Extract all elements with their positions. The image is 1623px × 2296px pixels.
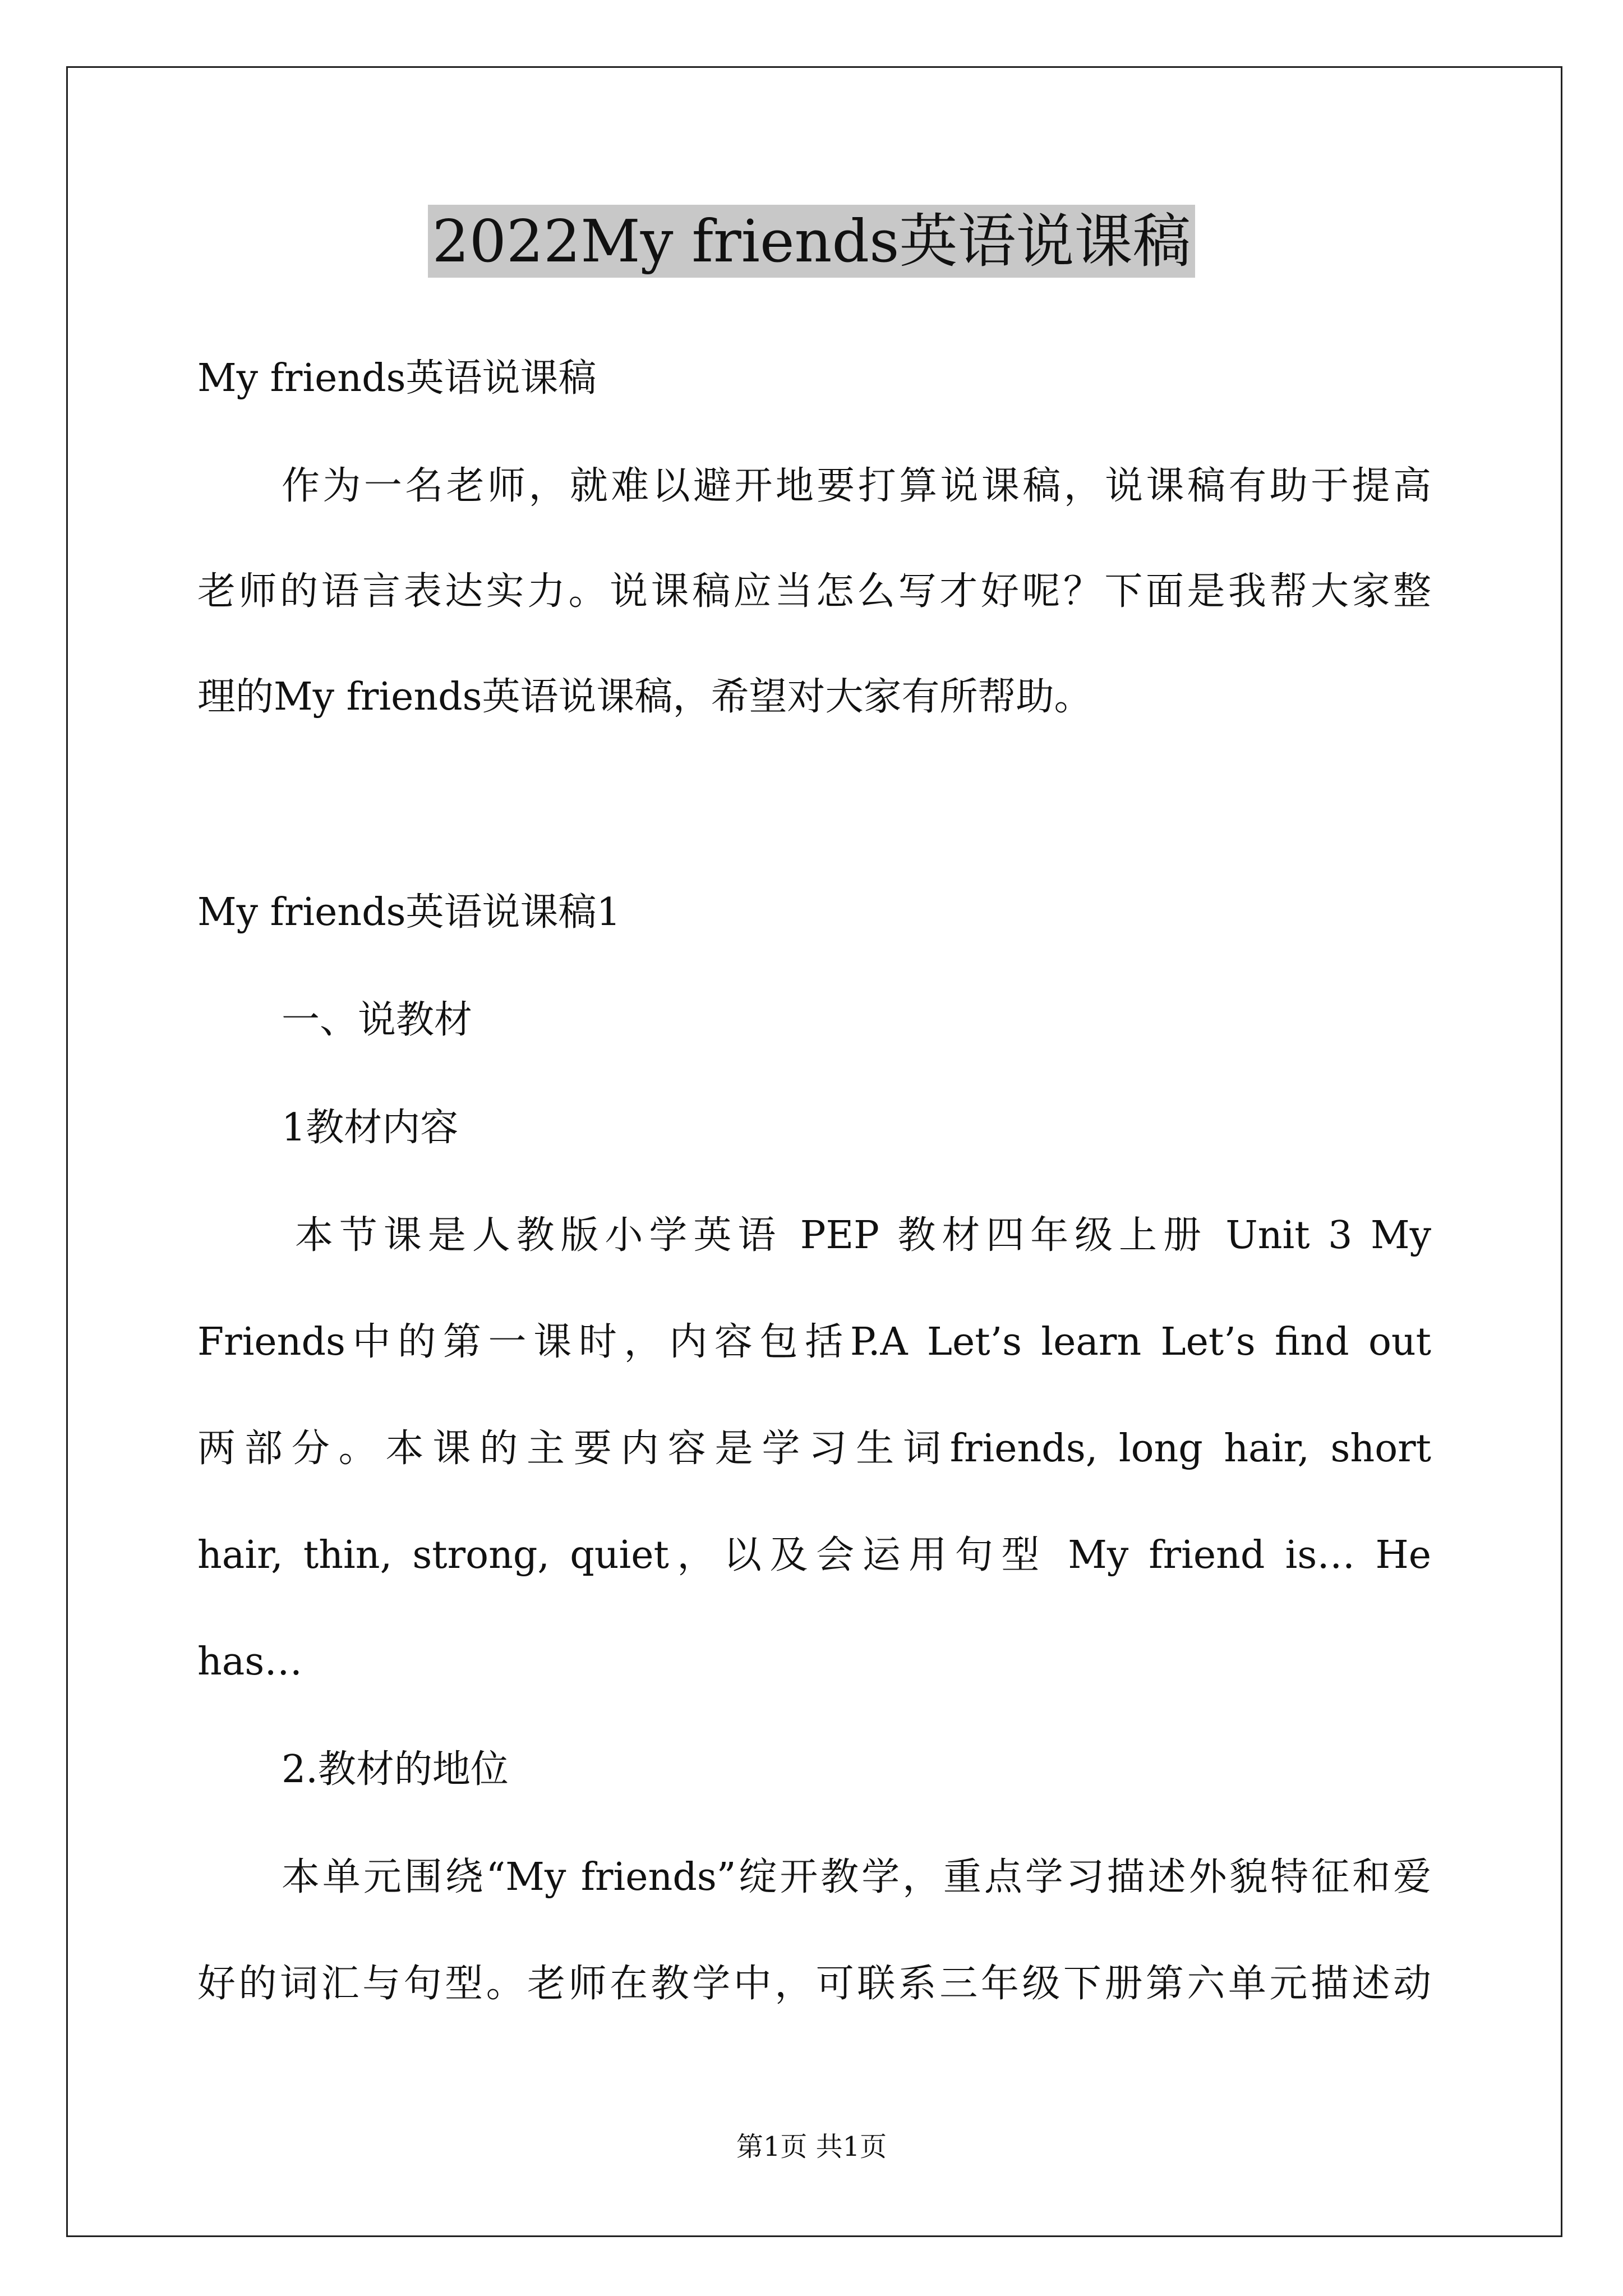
document-title-text: 2022My friends英语说课稿	[428, 205, 1196, 278]
subheading-content: 1教材内容	[282, 1106, 459, 1150]
status-line-2: 好的词汇与句型。老师在教学中，可联系三年级下册第六单元描述动	[197, 1962, 1431, 2006]
page-footer: 第1页 共1页	[736, 2131, 887, 2162]
intro-line-2: 老师的语言表达实力。说课稿应当怎么写才好呢？下面是我帮大家整	[197, 569, 1431, 614]
content-line-4: hair, thin, strong, quiet，以及会运用句型 My friend is… He	[197, 1533, 1431, 1577]
section-heading-1: My friends英语说课稿1	[197, 890, 621, 935]
content-line-5: has…	[197, 1640, 303, 1684]
intro-line-1: 作为一名老师，就难以避开地要打算说课稿，说课稿有助于提高	[282, 464, 1431, 508]
subtitle-line: My friends英语说课稿	[197, 356, 597, 401]
intro-line-3: 理的My friends英语说课稿，希望对大家有所帮助。	[197, 675, 1092, 719]
content-line-3: 两部分。本课的主要内容是学习生词friends, long hair, short	[197, 1427, 1431, 1471]
status-line-1: 本单元围绕“My friends”绽开教学，重点学习描述外貌特征和爱	[282, 1855, 1431, 1899]
document-title	[0, 202, 1623, 280]
section-heading-teaching-material: 一、说教材	[282, 998, 473, 1042]
content-line-2: Friends中的第一课时，内容包括P.A Let’s learn Let’s find out	[197, 1320, 1431, 1364]
content-line-1: 本节课是人教版小学英语 PEP 教材四年级上册 Unit 3 My	[295, 1213, 1431, 1258]
subheading-status: 2.教材的地位	[282, 1747, 509, 1792]
